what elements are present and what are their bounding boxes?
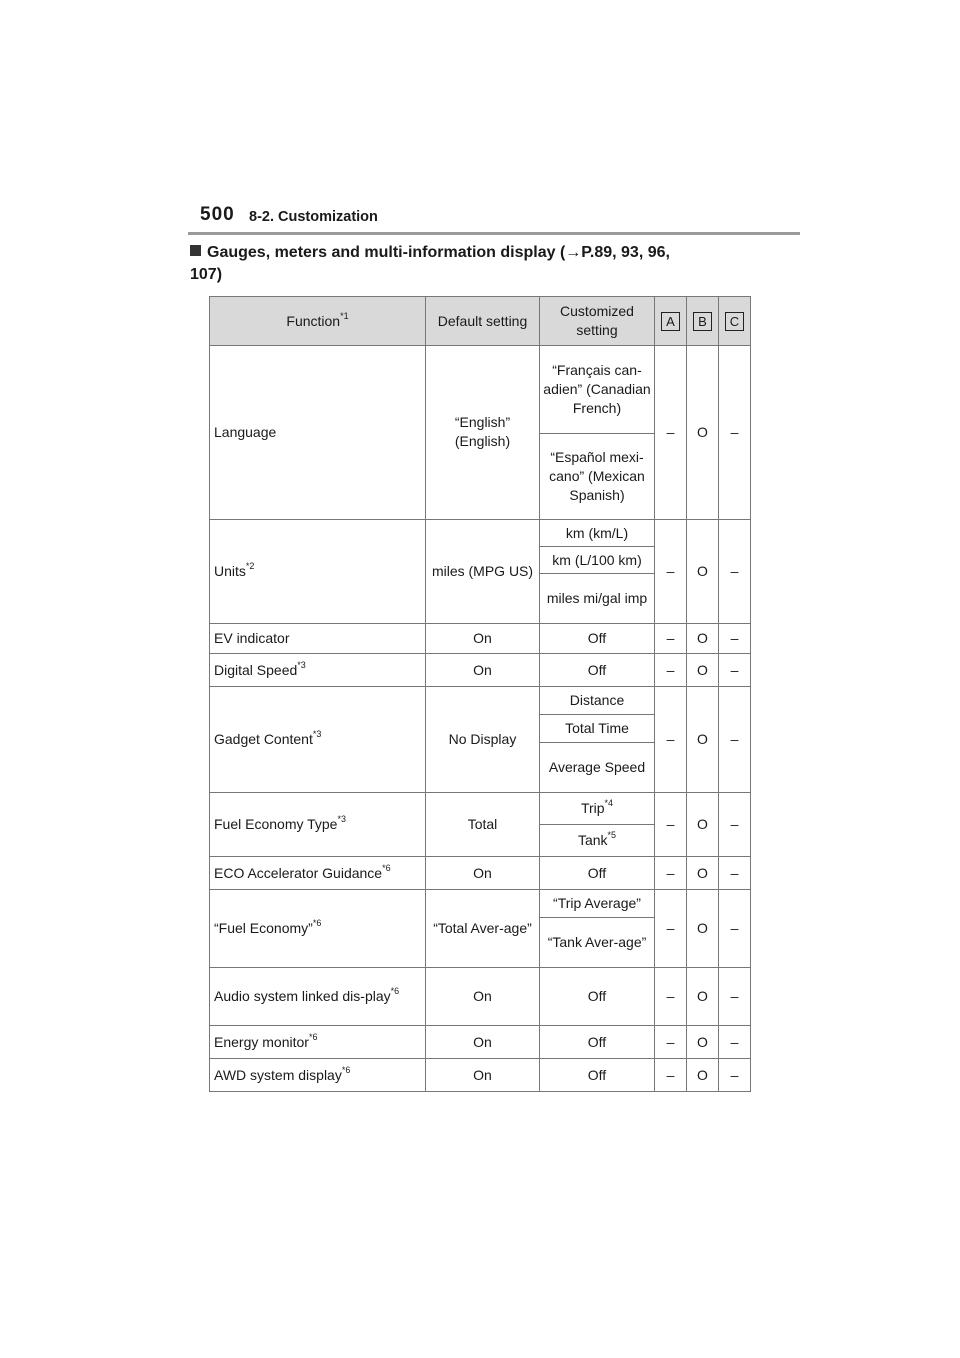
table-row xyxy=(210,520,751,547)
b-cell: O xyxy=(687,968,719,1026)
table-row xyxy=(210,1059,751,1092)
default-cell: “English” (English) xyxy=(426,346,540,520)
a-cell: – xyxy=(655,1026,687,1059)
col-customized: Customized setting xyxy=(540,297,655,346)
table-row xyxy=(210,687,751,715)
table-row xyxy=(210,968,751,1026)
a-cell: – xyxy=(655,857,687,890)
b-cell: O xyxy=(687,654,719,687)
heading-text: Gauges, meters and multi-information display ( xyxy=(207,244,566,261)
b-cell: O xyxy=(687,346,719,520)
c-cell: – xyxy=(719,654,751,687)
section-title: 8-2. Customization xyxy=(249,209,378,225)
option-cell: Off xyxy=(540,968,655,1026)
default-cell: On xyxy=(426,624,540,654)
header-rule xyxy=(188,232,800,235)
table-row xyxy=(210,1026,751,1059)
table-row xyxy=(210,346,751,434)
b-cell: O xyxy=(687,1026,719,1059)
function-cell: Units$^{*2}$ xyxy=(210,520,426,624)
function-cell: Energy monitor$^{*6}$ xyxy=(210,1026,426,1059)
b-cell: O xyxy=(687,687,719,793)
option-cell: Off xyxy=(540,654,655,687)
c-cell: – xyxy=(719,857,751,890)
c-cell: – xyxy=(719,968,751,1026)
table-heading xyxy=(190,242,770,286)
function-cell: Fuel Economy Type$^{*3}$ xyxy=(210,793,426,857)
a-cell: – xyxy=(655,520,687,624)
customization-table xyxy=(209,296,751,1092)
function-cell: ECO Accelerator Guidance$^{*6}$ xyxy=(210,857,426,890)
table-row xyxy=(210,624,751,654)
col-b xyxy=(687,297,719,346)
b-cell: O xyxy=(687,624,719,654)
option-cell: Off xyxy=(540,1059,655,1092)
default-cell: miles (MPG US) xyxy=(426,520,540,624)
function-cell: Language xyxy=(210,346,426,520)
option-cell: “Español mexi-cano” (Mexican Spanish) xyxy=(540,434,655,520)
default-cell: On xyxy=(426,857,540,890)
a-cell: – xyxy=(655,890,687,968)
c-box-icon: C xyxy=(725,312,744,331)
default-cell: Total xyxy=(426,793,540,857)
default-cell: On xyxy=(426,654,540,687)
default-cell: On xyxy=(426,1026,540,1059)
option-cell: Trip$^{*4}$ xyxy=(540,793,655,825)
bullet-square-icon xyxy=(190,245,201,256)
function-cell: AWD system display$^{*6}$ xyxy=(210,1059,426,1092)
col-c xyxy=(719,297,751,346)
option-cell: Off xyxy=(540,1026,655,1059)
b-cell: O xyxy=(687,520,719,624)
page-number: 500 xyxy=(200,204,235,225)
option-cell: Off xyxy=(540,624,655,654)
option-cell: “Français can-adien” (Canadian French) xyxy=(540,346,655,434)
table-header-row xyxy=(210,297,751,346)
c-cell: – xyxy=(719,1026,751,1059)
default-cell: On xyxy=(426,968,540,1026)
option-cell: Off xyxy=(540,857,655,890)
function-cell: Gadget Content$^{*3}$ xyxy=(210,687,426,793)
a-cell: – xyxy=(655,624,687,654)
arrow-right-icon: → xyxy=(565,244,582,261)
option-cell: “Trip Average” xyxy=(540,890,655,918)
c-cell: – xyxy=(719,1059,751,1092)
a-cell: – xyxy=(655,346,687,520)
c-cell: – xyxy=(719,890,751,968)
option-cell: Distance xyxy=(540,687,655,715)
c-cell: – xyxy=(719,793,751,857)
b-box-icon: B xyxy=(693,312,712,331)
a-cell: – xyxy=(655,968,687,1026)
default-cell: “Total Aver-age” xyxy=(426,890,540,968)
a-box-icon: A xyxy=(661,312,680,331)
heading-ref[interactable]: P.89, 93, 96, xyxy=(581,244,670,261)
b-cell: O xyxy=(687,793,719,857)
b-cell: O xyxy=(687,1059,719,1092)
col-default: Default setting xyxy=(426,297,540,346)
b-cell: O xyxy=(687,890,719,968)
default-cell: No Display xyxy=(426,687,540,793)
c-cell: – xyxy=(719,624,751,654)
default-cell: On xyxy=(426,1059,540,1092)
c-cell: – xyxy=(719,346,751,520)
c-cell: – xyxy=(719,520,751,624)
option-cell: km (L/100 km) xyxy=(540,547,655,574)
a-cell: – xyxy=(655,687,687,793)
col-function: Function$^{*1}$ xyxy=(210,297,426,346)
table-row xyxy=(210,890,751,918)
function-cell: EV indicator xyxy=(210,624,426,654)
function-cell: “Fuel Economy”$^{*6}$ xyxy=(210,890,426,968)
b-cell: O xyxy=(687,857,719,890)
option-cell: Average Speed xyxy=(540,743,655,793)
col-a xyxy=(655,297,687,346)
option-cell: “Tank Aver-age” xyxy=(540,918,655,968)
c-cell: – xyxy=(719,687,751,793)
option-cell: km (km/L) xyxy=(540,520,655,547)
a-cell: – xyxy=(655,1059,687,1092)
option-cell: miles mi/gal imp xyxy=(540,574,655,624)
function-cell: Digital Speed$^{*3}$ xyxy=(210,654,426,687)
option-cell: Total Time xyxy=(540,715,655,743)
table-row xyxy=(210,857,751,890)
table-row xyxy=(210,793,751,825)
option-cell: Tank$^{*5}$ xyxy=(540,825,655,857)
heading-ref-cont[interactable]: 107) xyxy=(190,266,223,283)
a-cell: – xyxy=(655,793,687,857)
a-cell: – xyxy=(655,654,687,687)
function-cell: Audio system linked dis-play$^{*6}$ xyxy=(210,968,426,1026)
table-row xyxy=(210,654,751,687)
